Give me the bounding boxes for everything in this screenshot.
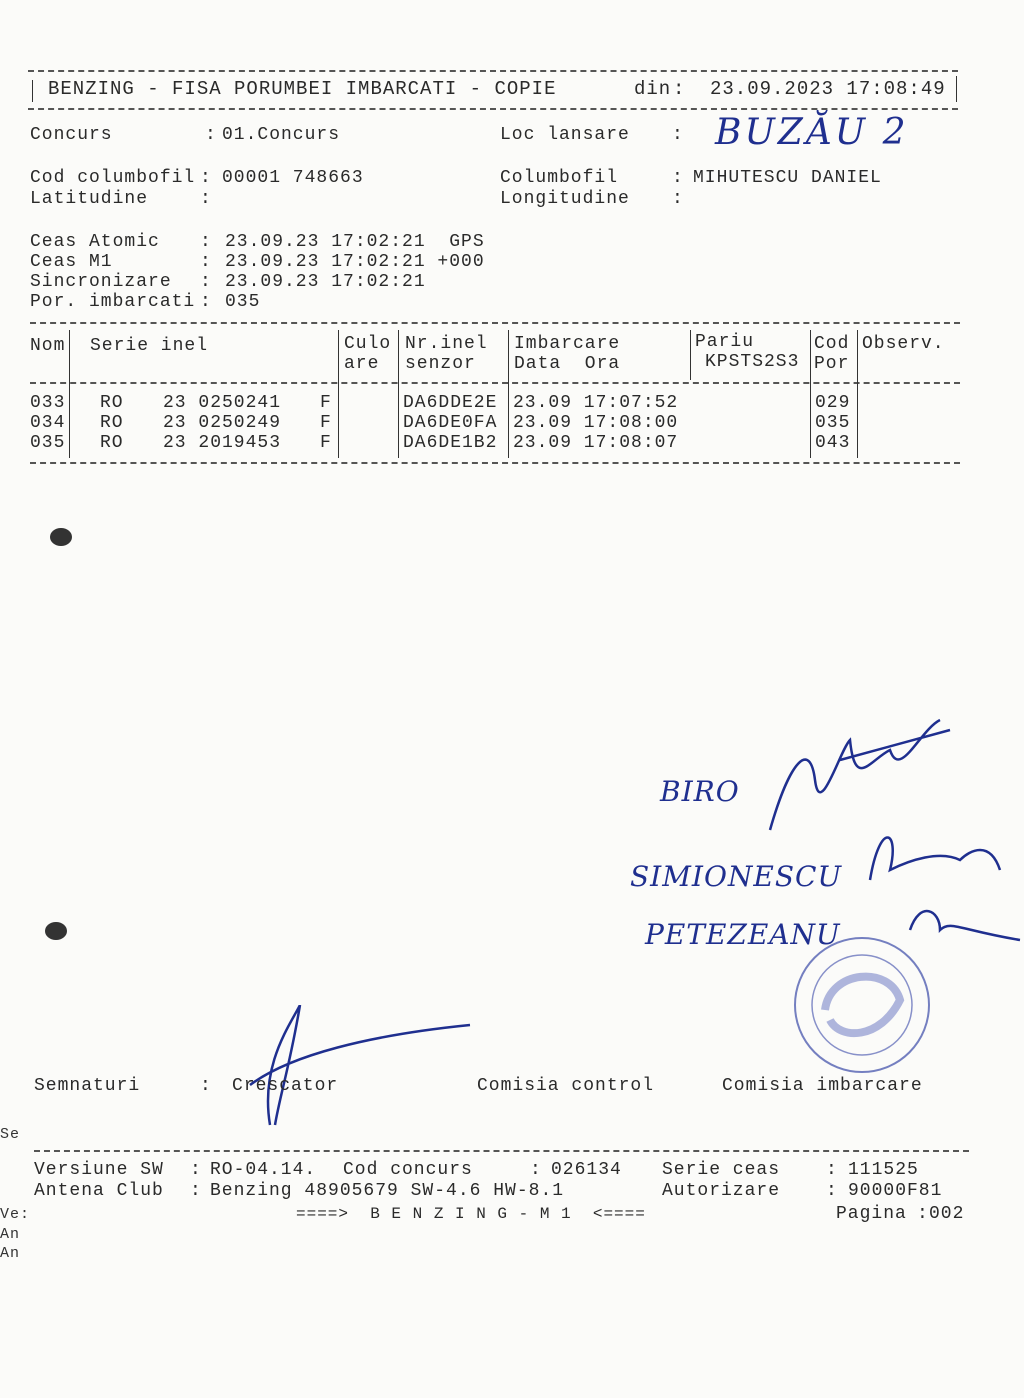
- colon: :: [826, 1160, 838, 1180]
- date-label: din: [634, 78, 672, 100]
- por-imbarcati-value: 035: [225, 292, 261, 312]
- colon: :: [826, 1181, 838, 1201]
- colon: :: [190, 1160, 202, 1180]
- cell-data: 23.09 17:07:52: [513, 393, 679, 413]
- cell-sex: F: [320, 393, 332, 413]
- cell-cod: 035: [815, 413, 851, 433]
- cell-nom: 035: [30, 433, 66, 453]
- document-title: BENZING - FISA PORUMBEI IMBARCATI - COPIE: [48, 78, 557, 100]
- ceas-atomic-label: Ceas Atomic: [30, 232, 160, 252]
- versiune-value: RO-04.14.: [210, 1160, 317, 1180]
- colon: :: [530, 1160, 542, 1180]
- latitude-label: Latitudine: [30, 189, 149, 209]
- column-divider: [810, 330, 811, 458]
- header-culoare-1: Culo: [344, 334, 392, 354]
- handwritten-name-biro: BIRO: [660, 775, 740, 808]
- colon: :: [672, 168, 684, 188]
- columbofil-value: MIHUTESCU DANIEL: [693, 168, 882, 188]
- handwritten-name-simionescu: SIMIONESCU: [630, 860, 843, 893]
- header-cod-2: Por: [814, 354, 850, 374]
- cell-senzor: DA6DE0FA: [403, 413, 498, 433]
- colon: :: [190, 1181, 202, 1201]
- antena-label: Antena Club: [34, 1181, 164, 1201]
- stamp: [795, 938, 929, 1072]
- columbofil-label: Columbofil: [500, 168, 619, 188]
- divider: [30, 322, 960, 324]
- colon: :: [200, 168, 212, 188]
- header-culoare-2: are: [344, 354, 380, 374]
- punch-hole: [50, 528, 72, 546]
- cell-serie: 23 0250249: [163, 413, 282, 433]
- header-observ: Observ.: [862, 334, 945, 354]
- column-divider: [857, 330, 858, 458]
- column-divider: [338, 330, 339, 458]
- colon: :: [200, 189, 212, 209]
- divider: [28, 108, 958, 110]
- cod-label: Cod columbofil: [30, 168, 196, 188]
- header-nom: Nom: [30, 336, 66, 356]
- divider: [30, 462, 960, 464]
- concurs-label: Concurs: [30, 125, 113, 145]
- colon: :: [200, 272, 212, 292]
- sincronizare-value: 23.09.23 17:02:21: [225, 272, 426, 292]
- header-imbarcare-1: Imbarcare: [514, 334, 621, 354]
- column-divider: [398, 330, 399, 458]
- longitude-label: Longitudine: [500, 189, 630, 209]
- punch-hole: [45, 922, 67, 940]
- colon: :: [672, 125, 684, 145]
- ceas-m1-value: 23.09.23 17:02:21 +000: [225, 252, 485, 272]
- cell-senzor: DA6DDE2E: [403, 393, 498, 413]
- loc-lansare-label: Loc lansare: [500, 125, 630, 145]
- colon: :: [917, 1204, 929, 1224]
- header-nr-inel-1: Nr.inel: [405, 334, 488, 354]
- cell-serie: 23 2019453: [163, 433, 282, 453]
- edge-fragment: Se: [0, 1126, 21, 1143]
- autorizare-label: Autorizare: [662, 1181, 781, 1201]
- cod-concurs-label: Cod concurs: [343, 1160, 473, 1180]
- colon: :: [672, 189, 684, 209]
- cell-serie: 23 0250241: [163, 393, 282, 413]
- benzing-banner: ====> B E N Z I N G - M 1 <====: [296, 1205, 646, 1223]
- edge-fragment: An: [0, 1226, 21, 1243]
- pagina-label: Pagina: [836, 1204, 907, 1224]
- column-divider: [69, 330, 70, 458]
- colon: :: [200, 252, 212, 272]
- pagina-value: 002: [929, 1204, 965, 1224]
- serie-ceas-label: Serie ceas: [662, 1160, 781, 1180]
- handwritten-name-petezeanu: PETEZEANU: [645, 918, 841, 951]
- divider: [30, 382, 960, 384]
- cell-tara: RO: [100, 393, 124, 413]
- crescator-label: Crescator: [232, 1076, 339, 1096]
- divider: [32, 80, 33, 102]
- loc-lansare-handwritten: BUZĂU 2: [715, 112, 909, 153]
- por-imbarcati-label: Por. imbarcati: [30, 292, 196, 312]
- colon: :: [673, 78, 686, 100]
- comisia-imbarcare-label: Comisia imbarcare: [722, 1076, 923, 1096]
- cell-tara: RO: [100, 433, 124, 453]
- colon: :: [200, 1076, 212, 1096]
- header-nr-inel-2: senzor: [405, 354, 476, 374]
- sincronizare-label: Sincronizare: [30, 272, 172, 292]
- divider: [956, 76, 957, 102]
- column-divider: [508, 330, 509, 458]
- cell-data: 23.09 17:08:07: [513, 433, 679, 453]
- cell-cod: 043: [815, 433, 851, 453]
- cell-data: 23.09 17:08:00: [513, 413, 679, 433]
- ceas-atomic-value: 23.09.23 17:02:21 GPS: [225, 232, 485, 252]
- antena-value: Benzing 48905679 SW-4.6 HW-8.1: [210, 1181, 565, 1201]
- autorizare-value: 90000F81: [848, 1181, 943, 1201]
- cell-sex: F: [320, 413, 332, 433]
- semnaturi-label: Semnaturi: [34, 1076, 141, 1096]
- column-divider: [690, 330, 691, 380]
- colon: :: [200, 292, 212, 312]
- divider: [28, 70, 958, 72]
- cod-value: 00001 748663: [222, 168, 364, 188]
- crescator-signature: [230, 1005, 480, 1135]
- concurs-value: 01.Concurs: [222, 125, 341, 145]
- cell-sex: F: [320, 433, 332, 453]
- divider: [34, 1150, 969, 1152]
- header-imbarcare-2: Data Ora: [514, 354, 621, 374]
- serie-ceas-value: 111525: [848, 1160, 919, 1180]
- ceas-m1-label: Ceas M1: [30, 252, 113, 272]
- cell-tara: RO: [100, 413, 124, 433]
- cod-concurs-value: 026134: [551, 1160, 622, 1180]
- document-date: 23.09.2023 17:08:49: [710, 78, 946, 100]
- header-cod-1: Cod: [814, 334, 850, 354]
- versiune-label: Versiune SW: [34, 1160, 164, 1180]
- edge-fragment: Ve:: [0, 1206, 31, 1223]
- colon: :: [205, 125, 217, 145]
- header-serie: Serie inel: [90, 336, 209, 356]
- cell-senzor: DA6DE1B2: [403, 433, 498, 453]
- colon: :: [200, 232, 212, 252]
- cell-nom: 034: [30, 413, 66, 433]
- comisia-control-label: Comisia control: [477, 1076, 655, 1096]
- cell-nom: 033: [30, 393, 66, 413]
- edge-fragment: An: [0, 1245, 21, 1262]
- header-pariu-1: Pariu: [695, 332, 755, 352]
- header-pariu-2: KPSTS2S3: [705, 352, 800, 372]
- cell-cod: 029: [815, 393, 851, 413]
